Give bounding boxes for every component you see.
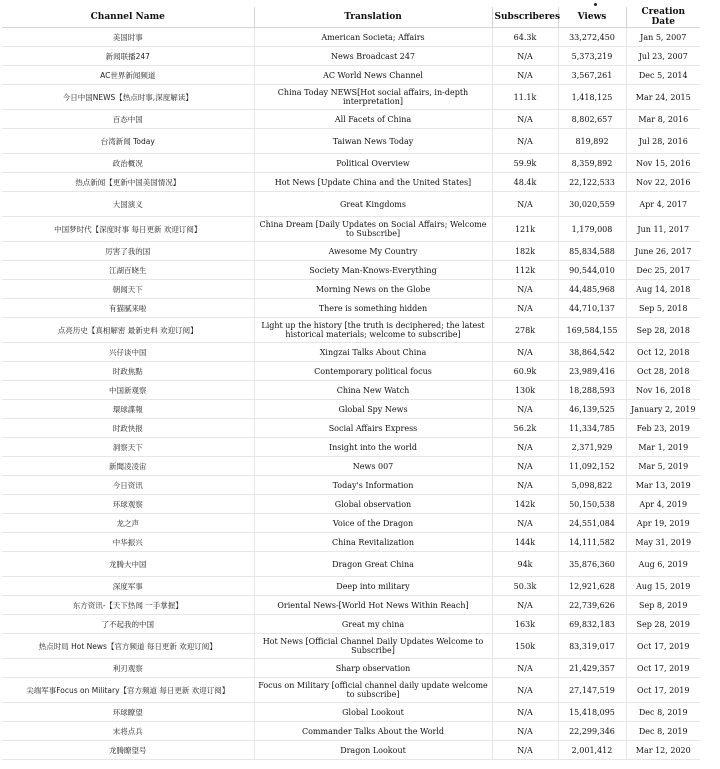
header-views: Views — [558, 7, 626, 28]
cell-channel-name: 洞察天下 — [2, 438, 254, 457]
cell-views: 21,429,357 — [558, 659, 626, 678]
table-row — [2, 400, 700, 419]
cell-creation-date: Apr 4, 2017 — [626, 192, 700, 217]
cell-creation-date: Sep 28, 2018 — [626, 318, 700, 343]
cell-views: 27,147,519 — [558, 678, 626, 703]
cell-channel-name: 環球諜報 — [2, 400, 254, 419]
cell-translation: China Revitalization — [254, 533, 492, 552]
cell-subscribers: N/A — [492, 343, 558, 362]
cell-creation-date: Dec 5, 2014 — [626, 66, 700, 85]
channels-table-container — [2, 7, 700, 760]
cell-creation-date: Feb 23, 2019 — [626, 419, 700, 438]
cell-views: 22,739,626 — [558, 596, 626, 615]
cell-channel-name: 今日中国NEWS【热点时事,深度解读】 — [2, 85, 254, 110]
cell-subscribers: N/A — [492, 192, 558, 217]
cell-translation: Society Man-Knows-Everything — [254, 261, 492, 280]
cell-creation-date: Sep 8, 2019 — [626, 596, 700, 615]
cell-translation: Hot News [Official Channel Daily Updates Welcome to Subscribe] — [254, 634, 492, 659]
cell-creation-date: Oct 17, 2019 — [626, 634, 700, 659]
cell-translation: Voice of the Dragon — [254, 514, 492, 533]
cell-translation: Commander Talks About the World — [254, 722, 492, 741]
cell-channel-name: 时政焦點 — [2, 362, 254, 381]
cell-subscribers: 59.9k — [492, 154, 558, 173]
cell-translation: News 007 — [254, 457, 492, 476]
cell-views: 5,373,219 — [558, 47, 626, 66]
cell-subscribers: 56.2k — [492, 419, 558, 438]
cell-channel-name: 热点新闻【更新中国美国情况】 — [2, 173, 254, 192]
cell-channel-name: 百态中国 — [2, 110, 254, 129]
table-row — [2, 192, 700, 217]
cell-creation-date: Dec 8, 2019 — [626, 722, 700, 741]
table-row — [2, 66, 700, 85]
cell-subscribers: 48.4k — [492, 173, 558, 192]
table-row — [2, 217, 700, 242]
cell-views: 15,418,095 — [558, 703, 626, 722]
cell-translation: Focus on Military [official channel daily update welcome to subscribe] — [254, 678, 492, 703]
cell-subscribers: N/A — [492, 596, 558, 615]
cell-views: 5,098,822 — [558, 476, 626, 495]
table-row — [2, 722, 700, 741]
channels-table — [2, 7, 700, 760]
cell-translation: Awesome My Country — [254, 242, 492, 261]
table-row — [2, 457, 700, 476]
cell-views: 1,179,008 — [558, 217, 626, 242]
cell-subscribers: N/A — [492, 476, 558, 495]
cell-channel-name: 新闻联播247 — [2, 47, 254, 66]
cell-translation: Great Kingdoms — [254, 192, 492, 217]
cell-creation-date: Aug 15, 2019 — [626, 577, 700, 596]
cell-subscribers: 64.3k — [492, 28, 558, 47]
cell-views: 50,150,538 — [558, 495, 626, 514]
cell-views: 18,288,593 — [558, 381, 626, 400]
cell-creation-date: Aug 14, 2018 — [626, 280, 700, 299]
cell-translation: There is something hidden — [254, 299, 492, 318]
cell-subscribers: 150k — [492, 634, 558, 659]
header-subscribers: Subscriberes — [492, 7, 558, 28]
cell-channel-name: 美国时事 — [2, 28, 254, 47]
table-row — [2, 173, 700, 192]
cell-translation: Light up the history [the truth is deciphered; the latest historical materials; welcome to subscribe] — [254, 318, 492, 343]
cell-channel-name: 龙腾瞭望号 — [2, 741, 254, 760]
cell-creation-date: Dec 25, 2017 — [626, 261, 700, 280]
cell-translation: Social Affairs Express — [254, 419, 492, 438]
cell-views: 83,319,017 — [558, 634, 626, 659]
cell-subscribers: N/A — [492, 722, 558, 741]
cell-creation-date: Dec 8, 2019 — [626, 703, 700, 722]
cell-channel-name: 尖端军事Focus on Military【官方频道 每日更新 欢迎订阅】 — [2, 678, 254, 703]
cell-subscribers: N/A — [492, 678, 558, 703]
cell-subscribers: N/A — [492, 129, 558, 154]
cell-views: 11,092,152 — [558, 457, 626, 476]
cell-channel-name: 利刃观察 — [2, 659, 254, 678]
table-row — [2, 615, 700, 634]
cell-channel-name: 龙腾大中国 — [2, 552, 254, 577]
table-row — [2, 678, 700, 703]
cell-channel-name: 江湖百晓生 — [2, 261, 254, 280]
table-row — [2, 154, 700, 173]
table-row — [2, 318, 700, 343]
cell-channel-name: 中国新观察 — [2, 381, 254, 400]
header-creation-date: Creation Date — [626, 7, 700, 28]
table-row — [2, 634, 700, 659]
cell-subscribers: 182k — [492, 242, 558, 261]
cell-translation: Political Overview — [254, 154, 492, 173]
cell-subscribers: 121k — [492, 217, 558, 242]
cell-subscribers: 278k — [492, 318, 558, 343]
cell-subscribers: 60.9k — [492, 362, 558, 381]
cell-views: 38,864,542 — [558, 343, 626, 362]
cell-subscribers: N/A — [492, 47, 558, 66]
cell-creation-date: Jan 5, 2007 — [626, 28, 700, 47]
table-row — [2, 242, 700, 261]
cell-channel-name: 环球观察 — [2, 495, 254, 514]
cell-subscribers: 142k — [492, 495, 558, 514]
table-row — [2, 552, 700, 577]
cell-views: 23,989,416 — [558, 362, 626, 381]
table-row — [2, 495, 700, 514]
table-row — [2, 362, 700, 381]
cell-channel-name: 时政快报 — [2, 419, 254, 438]
cell-creation-date: January 2, 2019 — [626, 400, 700, 419]
cell-translation: All Facets of China — [254, 110, 492, 129]
cell-creation-date: Sep 28, 2019 — [626, 615, 700, 634]
cell-subscribers: 112k — [492, 261, 558, 280]
cell-views: 2,001,412 — [558, 741, 626, 760]
cell-translation: China Dream [Daily Updates on Social Affairs; Welcome to Subscribe] — [254, 217, 492, 242]
cell-translation: News Broadcast 247 — [254, 47, 492, 66]
cell-subscribers: 130k — [492, 381, 558, 400]
cell-translation: Morning News on the Globe — [254, 280, 492, 299]
cell-translation: China Today NEWS[Hot social affairs, in-depth interpretation] — [254, 85, 492, 110]
cell-creation-date: Oct 17, 2019 — [626, 678, 700, 703]
header-translation: Translation — [254, 7, 492, 28]
cell-views: 169,584,155 — [558, 318, 626, 343]
cell-views: 85,834,588 — [558, 242, 626, 261]
table-row — [2, 596, 700, 615]
cell-views: 35,876,360 — [558, 552, 626, 577]
cell-channel-name: 末将点兵 — [2, 722, 254, 741]
cell-views: 24,551,084 — [558, 514, 626, 533]
cell-channel-name: 台湾新闻 Today — [2, 129, 254, 154]
cell-creation-date: Nov 16, 2018 — [626, 381, 700, 400]
cell-translation: Dragon Lookout — [254, 741, 492, 760]
cell-views: 1,418,125 — [558, 85, 626, 110]
cell-channel-name: 厉害了我的国 — [2, 242, 254, 261]
cell-creation-date: Oct 28, 2018 — [626, 362, 700, 381]
cell-subscribers: 94k — [492, 552, 558, 577]
dot-mark — [594, 3, 597, 6]
cell-views: 11,334,785 — [558, 419, 626, 438]
cell-translation: AC World News Channel — [254, 66, 492, 85]
header-row — [2, 7, 700, 28]
cell-channel-name: 点亮历史【真相解密 最新史料 欢迎订阅】 — [2, 318, 254, 343]
table-body — [2, 28, 700, 760]
cell-creation-date: Jul 28, 2016 — [626, 129, 700, 154]
table-row — [2, 419, 700, 438]
table-row — [2, 129, 700, 154]
cell-views: 22,299,346 — [558, 722, 626, 741]
table-row — [2, 703, 700, 722]
table-row — [2, 659, 700, 678]
table-row — [2, 438, 700, 457]
cell-channel-name: 有猫腻来啦 — [2, 299, 254, 318]
cell-channel-name: 新聞凌凌宙 — [2, 457, 254, 476]
cell-views: 90,544,010 — [558, 261, 626, 280]
cell-views: 2,371,929 — [558, 438, 626, 457]
cell-views: 819,892 — [558, 129, 626, 154]
cell-translation: China New Watch — [254, 381, 492, 400]
cell-views: 46,139,525 — [558, 400, 626, 419]
cell-creation-date: Apr 19, 2019 — [626, 514, 700, 533]
cell-creation-date: Apr 4, 2019 — [626, 495, 700, 514]
table-row — [2, 533, 700, 552]
cell-channel-name: 兴仔谈中国 — [2, 343, 254, 362]
cell-translation: Global Spy News — [254, 400, 492, 419]
cell-creation-date: Sep 5, 2018 — [626, 299, 700, 318]
cell-translation: Global observation — [254, 495, 492, 514]
cell-views: 8,359,892 — [558, 154, 626, 173]
cell-translation: Dragon Great China — [254, 552, 492, 577]
cell-channel-name: 中国梦时代【深度时事 每日更新 欢迎订阅】 — [2, 217, 254, 242]
cell-channel-name: 龙之声 — [2, 514, 254, 533]
cell-creation-date: Oct 17, 2019 — [626, 659, 700, 678]
cell-subscribers: 144k — [492, 533, 558, 552]
cell-channel-name: 政治概况 — [2, 154, 254, 173]
table-row — [2, 299, 700, 318]
cell-channel-name: 了不起我的中国 — [2, 615, 254, 634]
cell-channel-name: 深度军事 — [2, 577, 254, 596]
cell-creation-date: Jun 11, 2017 — [626, 217, 700, 242]
cell-translation: Taiwan News Today — [254, 129, 492, 154]
cell-translation: Oriental News-[World Hot News Within Reach] — [254, 596, 492, 615]
cell-views: 33,272,450 — [558, 28, 626, 47]
cell-subscribers: N/A — [492, 66, 558, 85]
cell-translation: Sharp observation — [254, 659, 492, 678]
cell-creation-date: Aug 6, 2019 — [626, 552, 700, 577]
cell-creation-date: June 26, 2017 — [626, 242, 700, 261]
cell-creation-date: Nov 22, 2016 — [626, 173, 700, 192]
cell-channel-name: 朝闻天下 — [2, 280, 254, 299]
cell-translation: Great my china — [254, 615, 492, 634]
cell-creation-date: Oct 12, 2018 — [626, 343, 700, 362]
cell-creation-date: Jul 23, 2007 — [626, 47, 700, 66]
cell-views: 44,485,968 — [558, 280, 626, 299]
table-row — [2, 514, 700, 533]
cell-translation: Contemporary political focus — [254, 362, 492, 381]
header-channel-name: Channel Name — [2, 7, 254, 28]
cell-subscribers: N/A — [492, 514, 558, 533]
cell-creation-date: Mar 1, 2019 — [626, 438, 700, 457]
table-row — [2, 343, 700, 362]
cell-channel-name: 环球瞭望 — [2, 703, 254, 722]
table-row — [2, 476, 700, 495]
table-row — [2, 261, 700, 280]
table-row — [2, 577, 700, 596]
cell-subscribers: N/A — [492, 457, 558, 476]
cell-views: 3,567,261 — [558, 66, 626, 85]
cell-creation-date: Nov 15, 2016 — [626, 154, 700, 173]
cell-translation: Global Lookout — [254, 703, 492, 722]
cell-creation-date: Mar 5, 2019 — [626, 457, 700, 476]
table-row — [2, 28, 700, 47]
cell-channel-name: 大国演义 — [2, 192, 254, 217]
cell-subscribers: N/A — [492, 741, 558, 760]
cell-subscribers: N/A — [492, 703, 558, 722]
cell-views: 22,122,533 — [558, 173, 626, 192]
cell-creation-date: May 31, 2019 — [626, 533, 700, 552]
cell-channel-name: 东方资讯-【天下热闻 一手掌握】 — [2, 596, 254, 615]
table-row — [2, 381, 700, 400]
cell-translation: Today's Information — [254, 476, 492, 495]
cell-channel-name: 热点时局 Hot News【官方频道 每日更新 欢迎订阅】 — [2, 634, 254, 659]
cell-views: 69,832,183 — [558, 615, 626, 634]
cell-subscribers: N/A — [492, 659, 558, 678]
cell-translation: Deep into military — [254, 577, 492, 596]
table-header — [2, 7, 700, 28]
cell-subscribers: 11.1k — [492, 85, 558, 110]
table-row — [2, 741, 700, 760]
cell-views: 8,802,657 — [558, 110, 626, 129]
cell-translation: Hot News [Update China and the United States] — [254, 173, 492, 192]
cell-subscribers: N/A — [492, 110, 558, 129]
cell-subscribers: N/A — [492, 299, 558, 318]
cell-views: 14,111,582 — [558, 533, 626, 552]
table-row — [2, 85, 700, 110]
cell-subscribers: N/A — [492, 400, 558, 419]
cell-channel-name: AC世界新闻频道 — [2, 66, 254, 85]
cell-subscribers: N/A — [492, 438, 558, 457]
cell-channel-name: 今日资讯 — [2, 476, 254, 495]
cell-views: 30,020,559 — [558, 192, 626, 217]
cell-creation-date: Mar 12, 2020 — [626, 741, 700, 760]
cell-views: 44,710,137 — [558, 299, 626, 318]
table-row — [2, 110, 700, 129]
cell-subscribers: 163k — [492, 615, 558, 634]
cell-channel-name: 中华振兴 — [2, 533, 254, 552]
table-row — [2, 280, 700, 299]
cell-subscribers: 50.3k — [492, 577, 558, 596]
table-row — [2, 47, 700, 66]
cell-creation-date: Mar 13, 2019 — [626, 476, 700, 495]
cell-subscribers: N/A — [492, 280, 558, 299]
cell-creation-date: Mar 8, 2016 — [626, 110, 700, 129]
cell-translation: American Societa; Affairs — [254, 28, 492, 47]
cell-views: 12,921,628 — [558, 577, 626, 596]
cell-creation-date: Mar 24, 2015 — [626, 85, 700, 110]
cell-translation: Xingzai Talks About China — [254, 343, 492, 362]
cell-translation: Insight into the world — [254, 438, 492, 457]
